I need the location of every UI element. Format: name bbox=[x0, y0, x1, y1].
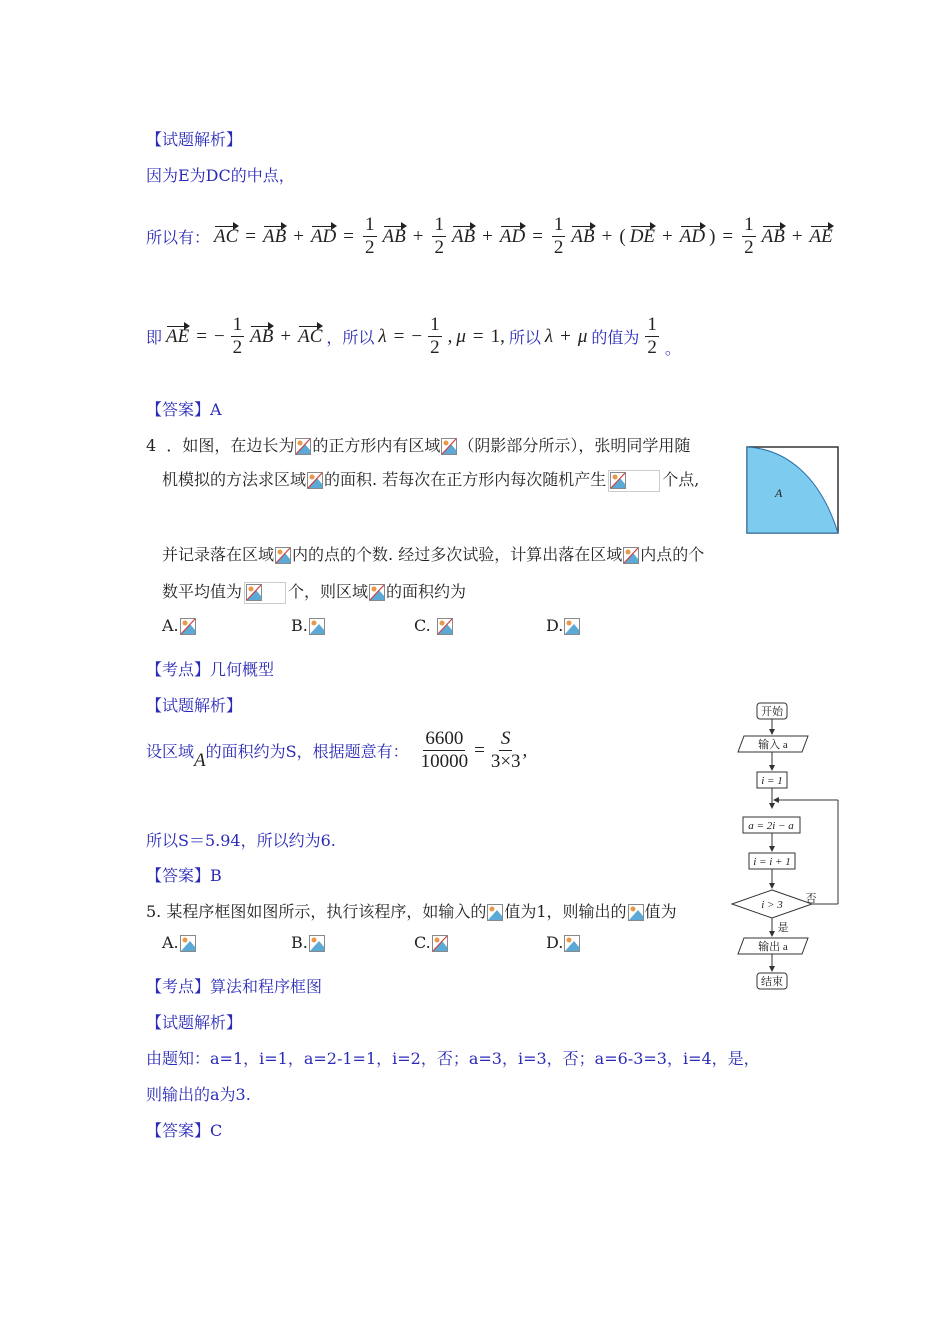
broken-image-icon bbox=[275, 547, 291, 564]
q4-line-1: 4 ．如图，在边长为 的正方形内有区域 （阴影部分所示），张明同学用随 bbox=[146, 436, 691, 455]
answer-5: 【答案】C bbox=[146, 1121, 223, 1140]
broken-image-icon bbox=[437, 618, 453, 635]
broken-image-icon bbox=[623, 547, 639, 564]
q4-line-4: 数平均值为 个，则区域 的面积约为 bbox=[162, 579, 466, 604]
fc-start: 开始 bbox=[761, 705, 783, 718]
q5-line-1: 5. 某程序框图如图所示，执行该程序，如输入的 值为1，则输出的 值为 bbox=[146, 902, 677, 921]
q4-conclusion: 所以S＝5.94，所以约为6. bbox=[146, 831, 336, 850]
answer-4: 【答案】B bbox=[146, 866, 222, 885]
fc-no: 否 bbox=[805, 892, 817, 905]
q5-option-c: C. bbox=[414, 933, 449, 952]
vector-equation-2: 即 AE = − $\frac{1}{2}$ AB + AC ，所以 λ = − $\frac{1}{2}$ , μ = 1, 所以 λ + μ 的值为 $\frac{1}{2}$ 。 bbox=[146, 314, 681, 358]
q4-region-figure bbox=[745, 445, 841, 535]
analysis-heading: 【试题解析】 bbox=[146, 130, 243, 149]
q4-kaodian: 【考点】几何概型 bbox=[146, 660, 275, 679]
q4-line-2: 机模拟的方法求区域 的面积. 若每次在正方形内每次随机产生 个点, bbox=[162, 467, 699, 492]
broken-image-icon bbox=[441, 438, 457, 455]
broken-image-icon bbox=[244, 582, 286, 604]
q4-option-d: D. bbox=[546, 616, 581, 635]
broken-image-icon bbox=[295, 438, 311, 455]
q5-solution-line-1: 由题知：a=1，i=1，a=2-1=1，i=2，否；a=3，i=3，否；a=6-3=3，i=4，是， bbox=[146, 1049, 760, 1068]
fc-end: 结束 bbox=[761, 975, 783, 988]
region-label: A bbox=[775, 486, 783, 500]
fc-input: 输入 a bbox=[758, 739, 788, 751]
q5-solution-line-2: 则输出的a为3. bbox=[146, 1085, 251, 1104]
q5-option-b: B. bbox=[291, 933, 326, 952]
q5-option-a: A. bbox=[162, 933, 197, 952]
q5-analysis-heading: 【试题解析】 bbox=[146, 1013, 243, 1032]
broken-image-icon bbox=[307, 472, 323, 489]
broken-image-icon bbox=[432, 935, 448, 952]
broken-image-icon bbox=[309, 935, 325, 952]
q4-option-b: B. bbox=[291, 616, 326, 635]
broken-image-icon bbox=[487, 904, 503, 921]
broken-image-icon bbox=[608, 470, 660, 492]
fc-cond: i > 3 bbox=[761, 899, 783, 911]
broken-image-icon bbox=[180, 935, 196, 952]
fc-output: 输出 a bbox=[758, 941, 788, 953]
fc-yes: 是 bbox=[777, 921, 789, 934]
fc-init: i = 1 bbox=[761, 775, 783, 787]
q4-solution-equation: 设区域 A 的面积约为S，根据题意有： $\frac{6600}{10000}$ = $\frac{S}{3\times 3}$ , bbox=[146, 728, 528, 772]
broken-image-icon bbox=[369, 584, 385, 601]
q4-option-a: A. bbox=[162, 616, 197, 635]
q4-option-c: C. bbox=[414, 616, 454, 635]
analysis-line-1: 因为E为DC的中点， bbox=[146, 166, 295, 185]
q5-kaodian: 【考点】算法和程序框图 bbox=[146, 977, 323, 996]
fc-incr: i = i + 1 bbox=[753, 856, 791, 868]
broken-image-icon bbox=[564, 935, 580, 952]
vector-equation-1: 所以有： AC = AB + AD = $\frac{1}{2}$ AB + $\frac{1}{2}$ AB + AD = $\frac{1}{2}$ AB + ( DE + AD ) = $\frac{1}{2}$ AB + AE bbox=[146, 214, 833, 258]
answer-3: 【答案】A bbox=[146, 400, 222, 419]
q4-line-3: 并记录落在区域 内的点的个数. 经过多次试验，计算出落在区域 内点的个 bbox=[162, 545, 705, 564]
flowchart bbox=[730, 698, 845, 993]
fc-assign: a = 2i − a bbox=[748, 820, 794, 832]
broken-image-icon bbox=[180, 618, 196, 635]
q5-option-d: D. bbox=[546, 933, 581, 952]
q4-analysis-heading: 【试题解析】 bbox=[146, 696, 243, 715]
broken-image-icon bbox=[564, 618, 580, 635]
broken-image-icon bbox=[309, 618, 325, 635]
broken-image-icon bbox=[628, 904, 644, 921]
